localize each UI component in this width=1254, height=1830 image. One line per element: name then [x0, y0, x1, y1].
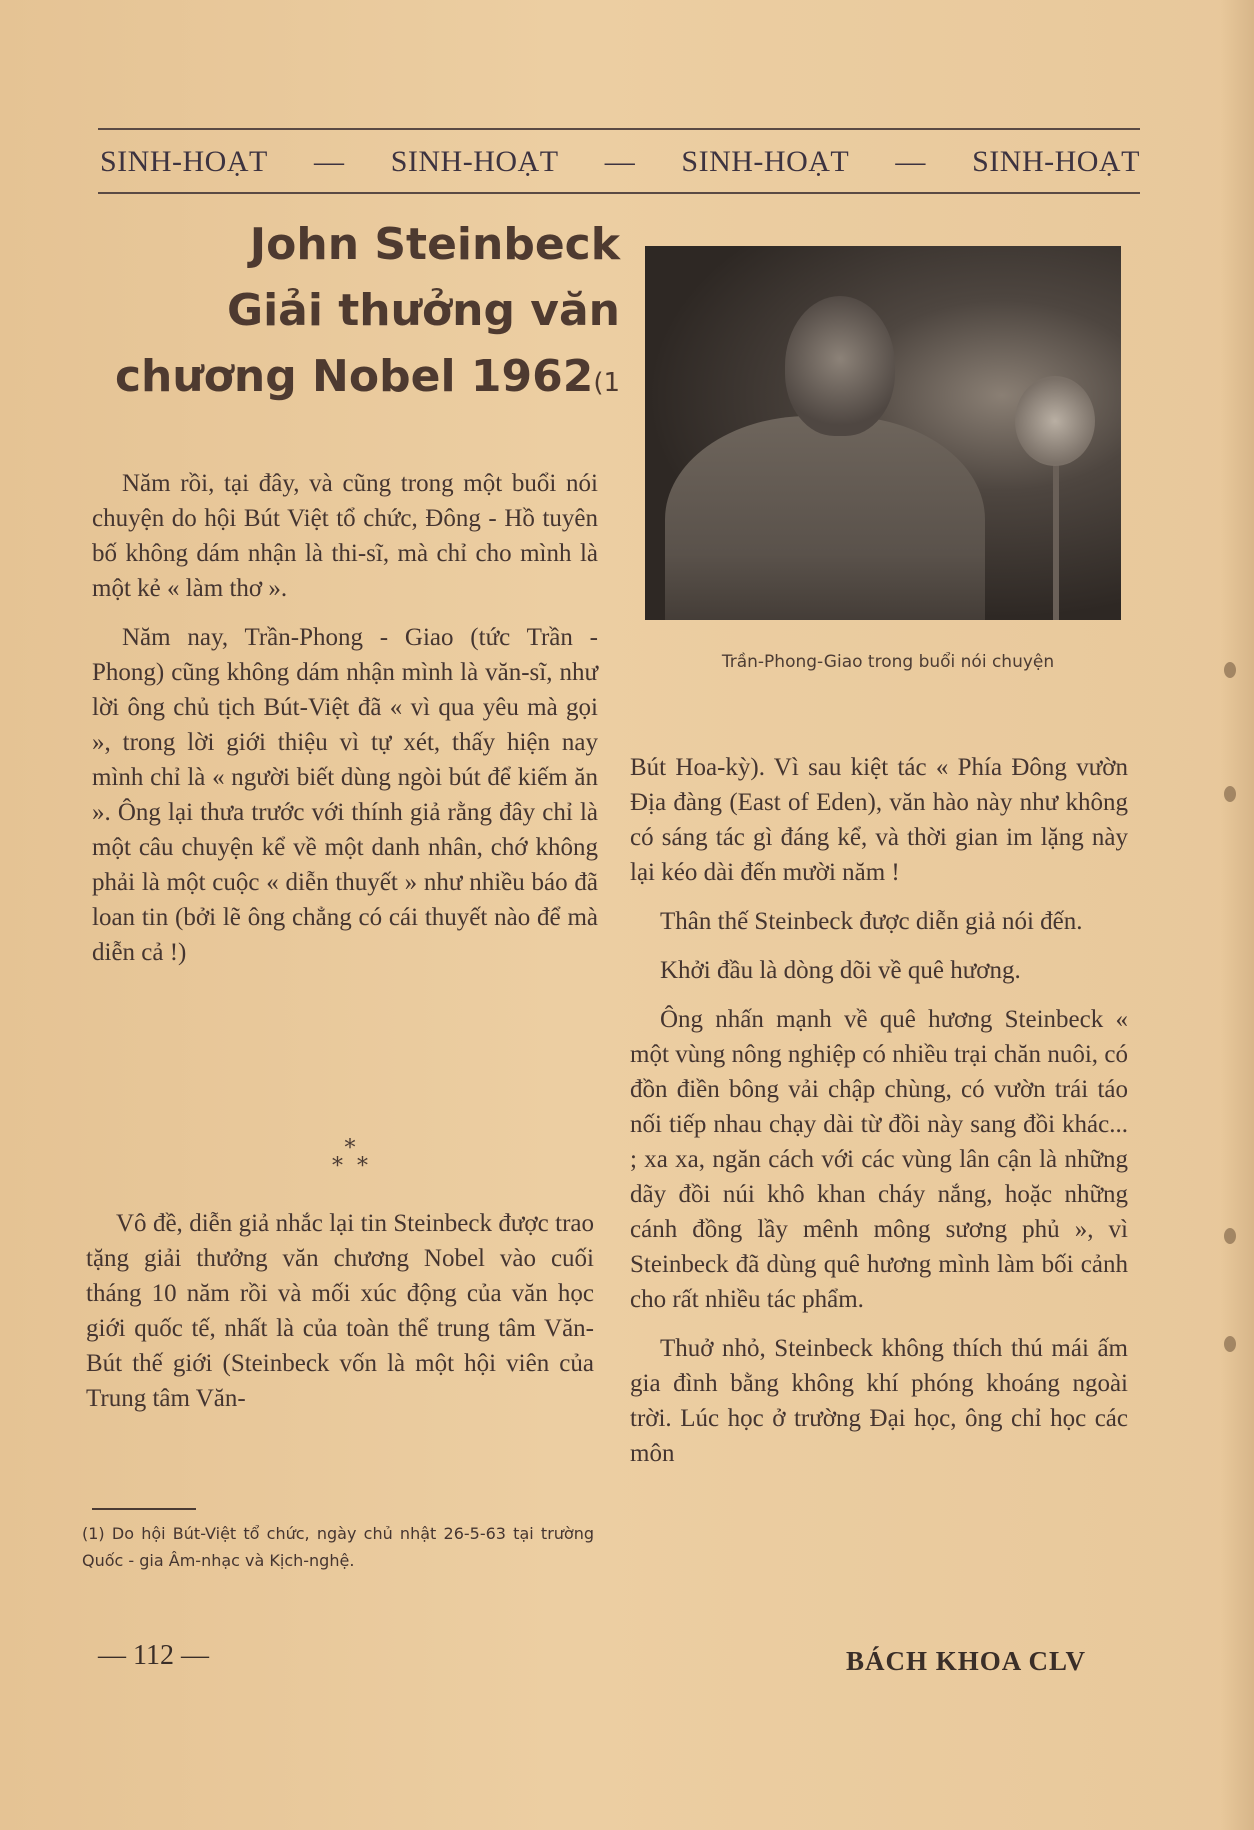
magazine-name: BÁCH KHOA CLV	[846, 1646, 1087, 1676]
paragraph: Thân thế Steinbeck được diễn giả nói đến.	[660, 908, 1083, 935]
left-column	[92, 466, 598, 984]
paragraph: Vô đề, diễn giả nhắc lại tin Steinbeck được trao tặng giải thưởng văn chương Nobel vào cuối tháng 10 năm rồi và mối xúc động của văn học giới quốc tế, nhất là của toàn thể trung tâm Văn-Bút thế giới (Steinbeck vốn là một hội viên của Trung tâm Văn-	[86, 1210, 594, 1412]
photo-figure-head	[785, 296, 895, 436]
paragraph: Ông nhấn mạnh về quê hương Steinbeck « một vùng nông nghiệp có nhiều trại chăn nuôi, có đồn điền bông vải chập chùng, có vườn trái táo nối tiếp nhau chạy dài từ đồi này sang đồi khác... ; xa xa, ngăn cách với các vùng lân cận là những dãy đồi núi khô khan cháy nắng, hoặc những cánh đồng lầy mênh mông sương phủ », vì Steinbeck đã dùng quê hương mình làm bối cảnh cho rất nhiều tác phẩm.	[630, 1006, 1128, 1313]
photo-mic-stand	[1053, 461, 1059, 620]
page-edge-mark	[1224, 1336, 1236, 1352]
asterism-star: *	[357, 1154, 368, 1179]
speaker-photo	[645, 246, 1121, 620]
paragraph: Năm rồi, tại đây, và cũng trong một buổi nói chuyện do hội Bút Việt tổ chức, Đông - Hồ tuyên bố không dám nhận là thi-sĩ, mà chỉ cho mình là một kẻ « làm thơ ».	[92, 470, 598, 602]
paragraph: Khởi đầu là dòng dõi về quê hương.	[660, 957, 1021, 984]
microphone-icon	[1015, 376, 1095, 466]
left-column-lower	[86, 1206, 594, 1430]
running-head-separator: —	[314, 145, 345, 178]
running-head-item: SINH-HOẠT	[100, 145, 268, 178]
asterism	[310, 1136, 390, 1179]
asterism-star: *	[332, 1154, 343, 1179]
asterism-star: *	[344, 1136, 356, 1161]
title-line: Giải thưởng văn	[226, 285, 620, 336]
page-edge-mark	[1224, 1228, 1236, 1244]
running-head-separator: —	[604, 145, 636, 178]
running-head-separator: —	[895, 145, 926, 178]
running-head-item: SINH-HOẠT	[972, 145, 1140, 178]
running-head	[100, 140, 1140, 184]
right-column	[630, 750, 1128, 1485]
top-rule	[98, 128, 1140, 130]
page-edge-mark	[1224, 786, 1236, 802]
page-number: — 112 —	[98, 1640, 209, 1671]
title-line: John Steinbeck	[249, 219, 620, 270]
header-rule	[98, 192, 1140, 194]
title-line: chương Nobel 1962	[114, 351, 594, 402]
title-footnote-marker: (1	[593, 368, 620, 398]
page-edge-mark	[1224, 662, 1236, 678]
footnote-rule	[92, 1508, 196, 1510]
article-title	[90, 212, 620, 416]
photo-figure-body	[665, 416, 985, 620]
paragraph: Thuở nhỏ, Steinbeck không thích thú mái ấm gia đình bằng không khí phóng khoáng ngoài trời. Lúc học ở trường Đại học, ông chỉ học các môn	[630, 1335, 1128, 1467]
paragraph: Bút Hoa-kỳ). Vì sau kiệt tác « Phía Đông vườn Địa đàng (East of Eden), văn hào này như không có sáng tác gì đáng kể, và thời gian im lặng này lại kéo dài đến mười năm !	[630, 754, 1128, 886]
running-head-item: SINH-HOẠT	[390, 145, 559, 178]
footnote: (1) Do hội Bút-Việt tổ chức, ngày chủ nhật 26-5-63 tại trường Quốc - gia Âm-nhạc và Kịch-nghệ.	[82, 1524, 594, 1570]
paragraph: Năm nay, Trần-Phong - Giao (tức Trần - Phong) cũng không dám nhận mình là văn-sĩ, như lời ông chủ tịch Bút-Việt đã « vì qua yêu mà gọi », trong lời giới thiệu vì tự xét, thấy hiện nay mình chỉ là « người biết dùng ngòi bút để kiếm ăn ». Ông lại thưa trước với thính giả rằng đây chỉ là một câu chuyện kể về một danh nhân, chớ không phải là một cuộc « diễn thuyết » như nhiều báo đã loan tin (bởi lẽ ông chẳng có cái thuyết nào để mà diễn cả !)	[92, 624, 598, 966]
running-head-item: SINH-HOẠT	[681, 145, 850, 178]
photo-caption: Trần-Phong-Giao trong buổi nói chuyện	[721, 652, 1055, 672]
